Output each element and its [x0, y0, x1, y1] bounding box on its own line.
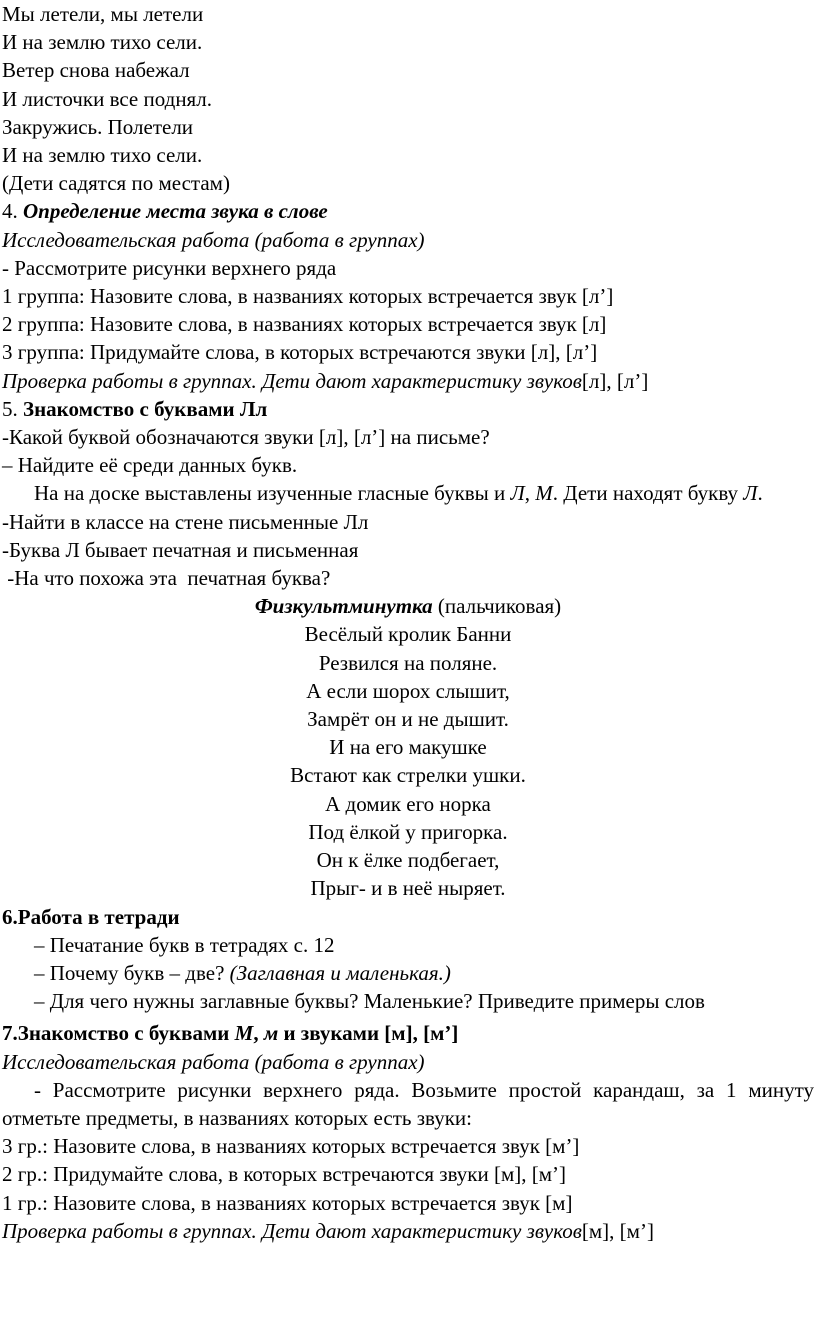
task-line: – Печатание букв в тетрадях с. 12 — [34, 932, 335, 957]
check-sounds: [л], [л’] — [581, 368, 649, 393]
letter-l: Л — [743, 481, 758, 506]
answer-text: (Заглавная и маленькая.) — [229, 960, 451, 985]
question-text: – Почему букв – две? — [34, 960, 230, 985]
section-7-heading — [0, 1019, 816, 1047]
check-line — [0, 367, 816, 395]
question-line: – Найдите её среди данных букв. — [2, 453, 298, 478]
section-number: 5. — [2, 396, 23, 421]
question-line: -Какой буквой обозначаются звуки [л], [л’] на письме? — [2, 425, 490, 450]
verse-line: Весёлый кролик Банни — [304, 622, 512, 647]
task-line: – Для чего нужны заглавные буквы? Маленькие? Приведите примеры слов — [34, 989, 705, 1014]
section-subtitle: Исследовательская работа (работа в группах) — [2, 1049, 425, 1074]
verse-line: А если шорох слышит, — [306, 678, 510, 703]
question-line: -Буква Л бывает печатная и письменная — [2, 537, 359, 562]
section-4 — [0, 197, 816, 394]
verse-line: Резвился на поляне. — [318, 650, 498, 675]
poem-line: Мы летели, мы летели — [2, 2, 204, 26]
verse-line: А домик его норка — [325, 791, 491, 816]
poem-line: (Дети садятся по местам) — [2, 171, 230, 196]
verse-line: И на его макушке — [329, 735, 487, 760]
task-line: - Рассмотрите рисунки верхнего ряда — [2, 255, 337, 280]
task-line: 2 группа: Назовите слова, в названиях которых встречается звук [л] — [2, 312, 607, 337]
verse-line: Замрёт он и не дышит. — [307, 707, 509, 732]
paragraph: - Рассмотрите рисунки верхнего ряда. Возьмите простой карандаш, за 1 минуту отметьте предметы, в названиях которых есть звуки: — [2, 1077, 814, 1130]
section-7 — [0, 1019, 816, 1245]
section-4-heading — [0, 197, 816, 225]
task-line: 2 гр.: Придумайте слова, в которых встречаются звуки [м], [м’] — [2, 1162, 567, 1187]
paragraph-text: На на доске выставлены изученные гласные буквы и — [34, 481, 511, 506]
question-line: -На что похожа эта печатная буква? — [2, 566, 331, 591]
question-line: -Найти в классе на стене письменные Лл — [2, 509, 369, 534]
period: . — [757, 481, 763, 506]
fizminutka-note: (пальчиковая) — [432, 594, 562, 619]
poem-line: И на землю тихо сели. — [2, 143, 203, 168]
poem-line: И на землю тихо сели. — [2, 30, 203, 55]
task-line: 3 гр.: Назовите слова, в названиях которых встречается звук [м’] — [2, 1134, 580, 1159]
paragraph — [0, 479, 816, 507]
verse-line: Он к ёлке подбегает, — [316, 848, 500, 873]
check-text: Проверка работы в группах. Дети дают характеристику звуков — [2, 1218, 582, 1243]
poem-leaves — [0, 0, 816, 197]
fizminutka-heading — [0, 592, 816, 620]
heading-text: 7.Знакомство с буквами — [2, 1021, 235, 1046]
section-5-heading — [0, 395, 816, 423]
letter-m-upper: М — [234, 1021, 254, 1046]
poem-line: Ветер снова набежал — [2, 58, 190, 83]
verse-line: Встают как стрелки ушки. — [290, 763, 526, 788]
paragraph-text: . Дети находят букву — [552, 481, 744, 506]
section-title: Знакомство с буквами Лл — [23, 396, 268, 421]
section-5 — [0, 395, 816, 592]
section-6-heading: 6.Работа в тетради — [2, 904, 180, 929]
separator: , — [524, 481, 536, 506]
fizminutka — [0, 592, 816, 902]
verse-line: Под ёлкой у пригорка. — [308, 819, 508, 844]
fizminutka-title: Физкультминутка — [254, 594, 433, 619]
separator: , — [253, 1021, 264, 1046]
task-line — [0, 959, 816, 987]
section-title: Определение места звука в слове — [23, 199, 328, 224]
task-line: 3 группа: Придумайте слова, в которых встречаются звуки [л], [л’] — [2, 340, 598, 365]
verse-line: Прыг- и в неё ныряет. — [310, 876, 506, 901]
section-subtitle: Исследовательская работа (работа в группах) — [2, 227, 425, 252]
check-text: Проверка работы в группах. Дети дают характеристику звуков — [2, 368, 582, 393]
letter-m: М — [535, 481, 553, 506]
section-number: 4. — [2, 199, 23, 224]
task-line: 1 гр.: Назовите слова, в названиях которых встречается звук [м] — [2, 1190, 573, 1215]
letter-m-lower: м — [263, 1021, 279, 1046]
task-line: 1 группа: Назовите слова, в названиях которых встречается звук [л’] — [2, 284, 614, 309]
check-line — [0, 1217, 816, 1245]
letter-l: Л — [510, 481, 525, 506]
section-6 — [0, 903, 816, 1016]
heading-text: и звуками [м], [м’] — [278, 1021, 459, 1046]
poem-line: Закружись. Полетели — [2, 114, 194, 139]
poem-line: И листочки все поднял. — [2, 86, 212, 111]
check-sounds: [м], [м’] — [581, 1218, 654, 1243]
